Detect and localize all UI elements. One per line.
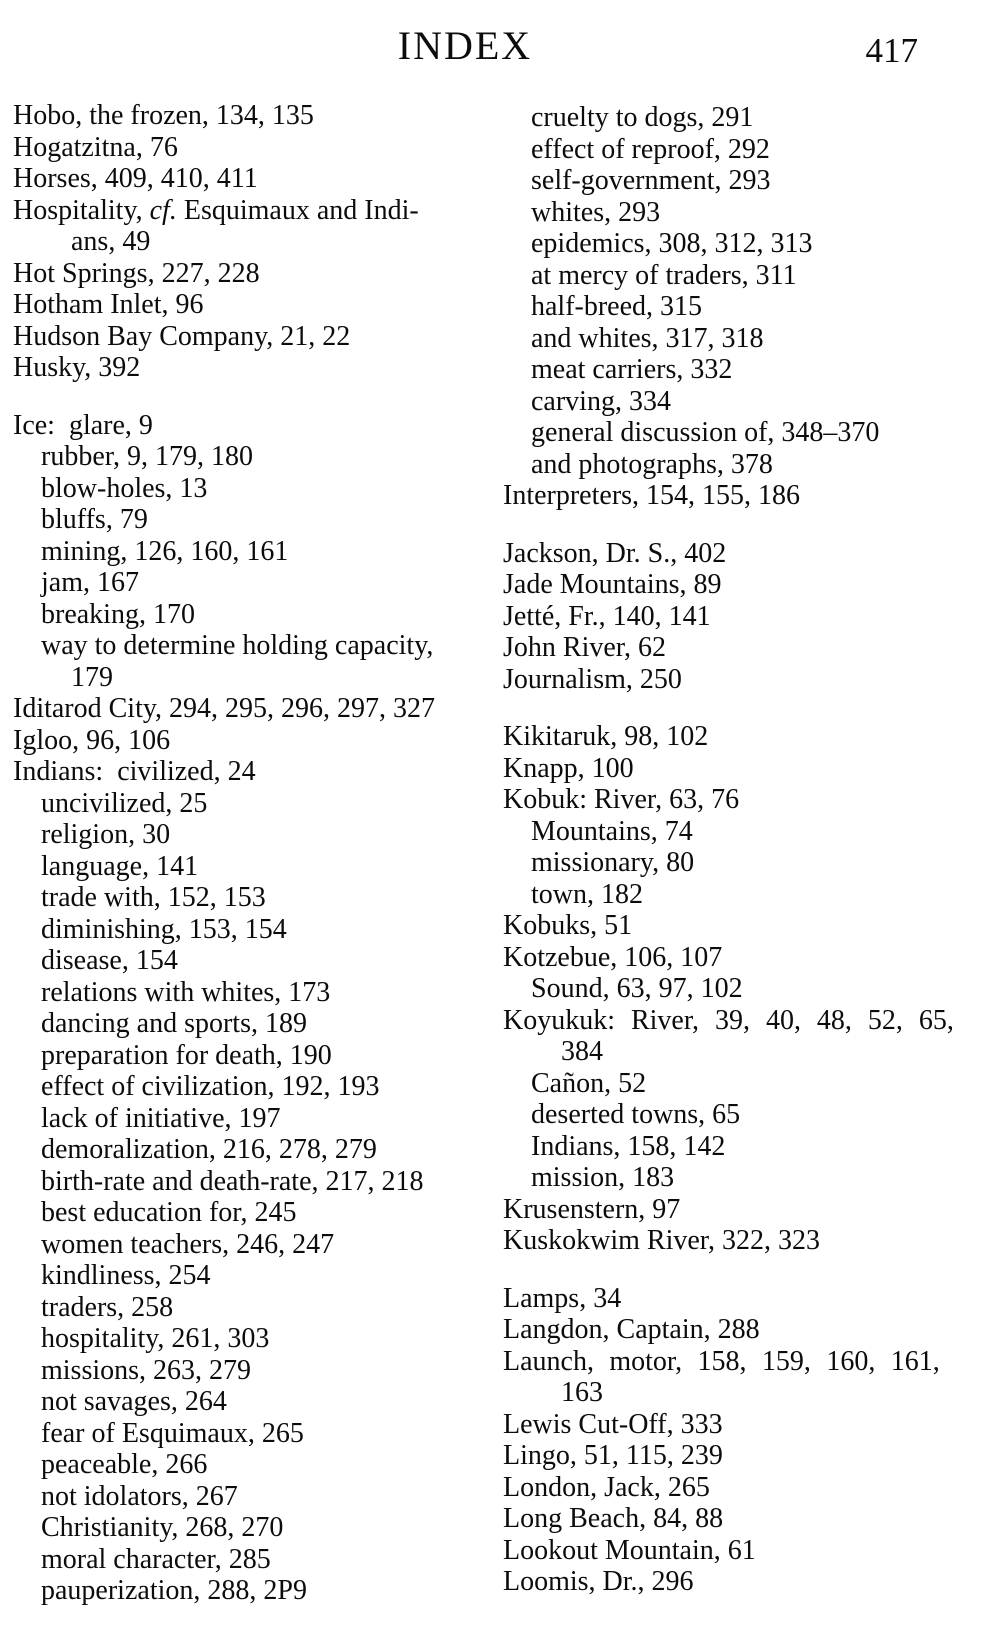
index-entry: cruelty to dogs, 291 bbox=[531, 102, 754, 133]
index-entry: Koyukuk: River, 39, 40, 48, 52, 65, bbox=[503, 1004, 954, 1036]
index-entry: fear of Esquimaux, 265 bbox=[41, 1417, 304, 1449]
index-entry: Loomis, Dr., 296 bbox=[503, 1566, 694, 1597]
index-entry: lack of initiative, 197 bbox=[41, 1102, 281, 1134]
index-entry: effect of reproof, 292 bbox=[531, 133, 770, 165]
index-entry: Hotham Inlet, 96 bbox=[13, 289, 204, 320]
index-entry: preparation for death, 190 bbox=[41, 1039, 332, 1071]
index-entry: Langdon, Captain, 288 bbox=[503, 1314, 760, 1345]
index-entry: best education for, 245 bbox=[41, 1197, 297, 1228]
index-entry: Mountains, 74 bbox=[531, 815, 693, 847]
index-entry: Indians: civilized, 24 bbox=[13, 756, 256, 787]
index-entry: whites, 293 bbox=[531, 196, 661, 228]
index-entry: meat carriers, 332 bbox=[531, 354, 733, 385]
index-entry: missionary, 80 bbox=[531, 847, 695, 878]
index-entry: Kikitaruk, 98, 102 bbox=[503, 721, 709, 752]
index-entry: Hogatzitna, 76 bbox=[13, 131, 178, 163]
index-entry: Husky, 392 bbox=[13, 352, 141, 383]
index-entry: Sound, 63, 97, 102 bbox=[531, 973, 743, 1004]
index-entry: and whites, 317, 318 bbox=[531, 322, 764, 354]
index-entry: language, 141 bbox=[41, 850, 199, 882]
index-entry: rubber, 9, 179, 180 bbox=[41, 441, 253, 472]
index-entry: ans, 49 bbox=[71, 226, 151, 257]
index-entry: epidemics, 308, 312, 313 bbox=[531, 228, 813, 259]
index-entry: disease, 154 bbox=[41, 945, 178, 976]
index-entry: Journalism, 250 bbox=[503, 663, 682, 695]
index-entry: uncivilized, 25 bbox=[41, 787, 208, 819]
index-entry: Kobuks, 51 bbox=[503, 910, 633, 941]
index-entry: mining, 126, 160, 161 bbox=[41, 535, 289, 567]
index-entry: traders, 258 bbox=[41, 1291, 174, 1323]
index-entry: breaking, 170 bbox=[41, 598, 195, 630]
index-entry: missions, 263, 279 bbox=[41, 1354, 252, 1386]
index-entry: not savages, 264 bbox=[41, 1386, 227, 1417]
index-entry: Jade Mountains, 89 bbox=[503, 569, 722, 600]
index-entry: Launch, motor, 158, 159, 160, 161, bbox=[503, 1345, 940, 1377]
index-entry: religion, 30 bbox=[41, 819, 171, 850]
index-entry: relations with whites, 173 bbox=[41, 976, 331, 1008]
index-entry: not idolators, 267 bbox=[41, 1480, 238, 1512]
index-entry: peaceable, 266 bbox=[41, 1449, 208, 1480]
index-entry: Horses, 409, 410, 411 bbox=[13, 163, 258, 194]
page-header bbox=[0, 0, 1000, 90]
index-entry: Hobo, the frozen, 134, 135 bbox=[13, 100, 314, 131]
index-entry: Kotzebue, 106, 107 bbox=[503, 941, 723, 973]
index-entry: general discussion of, 348–370 bbox=[531, 417, 880, 448]
index-entry: way to determine holding capacity, bbox=[41, 630, 434, 661]
index-entry: Indians, 158, 142 bbox=[531, 1130, 726, 1162]
index-entry: London, Jack, 265 bbox=[503, 1471, 710, 1503]
index-entry: carving, 334 bbox=[531, 385, 671, 417]
index-column-right bbox=[503, 102, 995, 1598]
index-entry: effect of civilization, 192, 193 bbox=[41, 1071, 380, 1102]
index-entry: demoralization, 216, 278, 279 bbox=[41, 1134, 377, 1165]
index-entry: Christianity, 268, 270 bbox=[41, 1512, 284, 1543]
index-entry: Interpreters, 154, 155, 186 bbox=[503, 480, 801, 511]
index-entry: women teachers, 246, 247 bbox=[41, 1228, 335, 1260]
index-entry: Lookout Mountain, 61 bbox=[503, 1534, 756, 1566]
index-entry: Kobuk: River, 63, 76 bbox=[503, 784, 740, 815]
index-entry: self-government, 293 bbox=[531, 165, 771, 196]
index-entry: Krusenstern, 97 bbox=[503, 1193, 681, 1225]
index-entry: Jackson, Dr. S., 402 bbox=[503, 537, 727, 569]
index-entry: 163 bbox=[561, 1377, 603, 1408]
index-entry: Long Beach, 84, 88 bbox=[503, 1503, 724, 1534]
index-entry: mission, 183 bbox=[531, 1162, 675, 1193]
index-entry: Hot Springs, 227, 228 bbox=[13, 257, 260, 289]
index-entry: Knapp, 100 bbox=[503, 752, 634, 784]
index-entry: pauperization, 288, 2P9 bbox=[41, 1575, 307, 1606]
index-entry: at mercy of traders, 311 bbox=[531, 259, 797, 291]
index-entry: 179 bbox=[71, 661, 113, 693]
index-entry: moral character, 285 bbox=[41, 1543, 271, 1575]
index-entry: Lingo, 51, 115, 239 bbox=[503, 1440, 723, 1471]
index-entry: kindliness, 254 bbox=[41, 1260, 211, 1291]
index-entry-italic: cf. bbox=[149, 194, 177, 226]
index-entry: and photographs, 378 bbox=[531, 448, 773, 480]
index-entry: dancing and sports, 189 bbox=[41, 1008, 307, 1039]
index-entry: Iditarod City, 294, 295, 296, 297, 327 bbox=[13, 693, 436, 724]
index-entry: Lamps, 34 bbox=[503, 1282, 622, 1314]
index-entry: half-breed, 315 bbox=[531, 291, 703, 322]
index-entry: blow-holes, 13 bbox=[41, 472, 208, 504]
index-entry: 384 bbox=[561, 1036, 603, 1067]
index-column-left bbox=[13, 100, 478, 1607]
index-entry: Ice: glare, 9 bbox=[13, 409, 153, 441]
index-entry: Hudson Bay Company, 21, 22 bbox=[13, 320, 351, 352]
index-entry: Hospitality, cf. Esquimaux and Indi- bbox=[13, 194, 419, 226]
index-entry: John River, 62 bbox=[503, 632, 666, 663]
index-entry: deserted towns, 65 bbox=[531, 1099, 741, 1130]
index-entry: Kuskokwim River, 322, 323 bbox=[503, 1225, 820, 1256]
index-entry: Jetté, Fr., 140, 141 bbox=[503, 600, 711, 632]
index-entry: bluffs, 79 bbox=[41, 504, 148, 535]
index-entry: jam, 167 bbox=[41, 567, 139, 598]
index-entry: Cañon, 52 bbox=[531, 1067, 647, 1099]
index-entry: Lewis Cut-Off, 333 bbox=[503, 1408, 723, 1440]
index-entry: hospitality, 261, 303 bbox=[41, 1323, 270, 1354]
index-entry: birth-rate and death-rate, 217, 218 bbox=[41, 1165, 424, 1197]
index-entry: Igloo, 96, 106 bbox=[13, 724, 171, 756]
page-number: 417 bbox=[865, 31, 918, 70]
index-entry: trade with, 152, 153 bbox=[41, 882, 266, 913]
index-entry: diminishing, 153, 154 bbox=[41, 913, 287, 945]
index-entry: town, 182 bbox=[531, 878, 643, 910]
page-title: INDEX bbox=[397, 23, 533, 68]
